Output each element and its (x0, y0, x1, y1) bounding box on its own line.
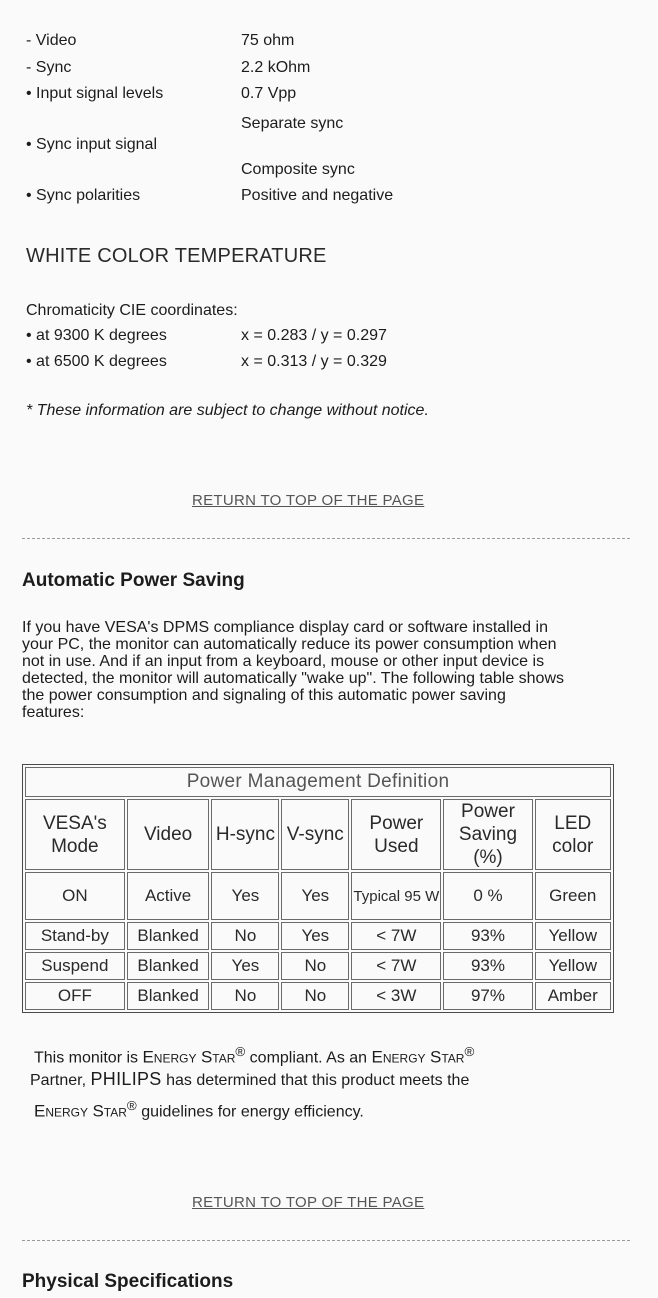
energy-line-2 (30, 1067, 614, 1093)
registered-mark: ® (126, 1098, 137, 1114)
table-cell: < 7W (351, 922, 441, 950)
table-cell: No (281, 952, 349, 980)
spec-value: 75 ohm (241, 32, 295, 49)
divider (22, 538, 630, 539)
energy-line-1 (34, 1039, 614, 1070)
spec-row-polarities (26, 187, 626, 209)
registered-mark: ® (464, 1044, 475, 1059)
spec-value: Separate sync (241, 115, 344, 132)
spec-row-sync (26, 59, 626, 81)
spec-label: - Video (26, 32, 77, 49)
power-management-table (22, 764, 614, 1013)
table-cell: Yes (281, 872, 349, 920)
spec-label: • Sync input signal (26, 136, 158, 153)
spec-label: • Input signal levels (26, 85, 164, 102)
table-cell: No (211, 922, 279, 950)
paragraph-line: your PC, the monitor can automatically reduce its power consumption when (22, 636, 557, 653)
table-cell: 93% (443, 952, 532, 980)
star-word: Star (92, 1101, 127, 1121)
chromaticity-intro: Chromaticity CIE coordinates: (26, 302, 238, 319)
spec-label: • Sync polarities (26, 187, 141, 204)
energy-text: guidelines for energy efficiency. (136, 1103, 364, 1121)
return-to-top-link[interactable]: RETURN TO TOP OF THE PAGE (192, 492, 425, 509)
divider (22, 1240, 630, 1241)
table-cell: Amber (535, 982, 611, 1010)
philips-brand: PHILIPS (90, 1069, 162, 1090)
section-heading-physical: Physical Specifications (22, 1271, 234, 1292)
energy-line-3 (34, 1093, 614, 1124)
spec-row-input-levels (26, 85, 626, 107)
table-row (25, 952, 611, 980)
table-cell: 97% (443, 982, 532, 1010)
table-cell: 93% (443, 922, 532, 950)
paragraph-line: not in use. And if an input from a keyboard, mouse or other input device is (22, 653, 545, 670)
spec-value: Positive and negative (241, 187, 394, 204)
table-cell: Blanked (127, 982, 210, 1010)
chromaticity-label: • at 9300 K degrees (26, 327, 167, 344)
header-cell: Power Saving (%) (443, 799, 532, 870)
table-cell: No (211, 982, 279, 1010)
table-cell: Blanked (127, 952, 210, 980)
chromaticity-label: • at 6500 K degrees (26, 353, 167, 370)
spec-label: - Sync (26, 59, 72, 76)
table-cell: Active (127, 872, 210, 920)
energy-text: has determined that this product meets the (161, 1072, 470, 1090)
paragraph-line: If you have VESA's DPMS compliance display card or software installed in (22, 619, 548, 636)
table-row (25, 872, 611, 920)
spec-value: 2.2 kOhm (241, 59, 311, 76)
star-word: Star (429, 1047, 465, 1067)
header-cell: VESA's Mode (25, 799, 125, 870)
header-cell: V-sync (281, 799, 349, 870)
energy-word: Energy (371, 1047, 426, 1067)
table-cell: < 3W (351, 982, 441, 1010)
paragraph-line: detected, the monitor will automatically "wake up". The following table shows (22, 670, 565, 687)
chromaticity-row-9300 (26, 327, 626, 349)
spec-row-separate-sync (26, 115, 626, 137)
spec-row-video (26, 32, 626, 54)
table-cell: Yes (281, 922, 349, 950)
table-cell: < 7W (351, 952, 441, 980)
spec-row-sync-input (26, 136, 626, 158)
section-heading-white-color: WHITE COLOR TEMPERATURE (26, 245, 327, 267)
spec-value: Composite sync (241, 161, 355, 178)
energy-star-statement (30, 1039, 614, 1125)
table-cell: Yes (211, 872, 279, 920)
energy-word: Energy (34, 1101, 89, 1121)
chromaticity-row-6500 (26, 353, 626, 375)
table-cell: Typical 95 W (351, 872, 441, 920)
table-cell: Green (535, 872, 611, 920)
energy-text: Partner, (30, 1072, 91, 1090)
table-cell: Yellow (535, 952, 611, 980)
header-cell: Video (127, 799, 210, 870)
table-cell: Yes (211, 952, 279, 980)
spec-value: 0.7 Vpp (241, 85, 297, 102)
table-cell: 0 % (443, 872, 532, 920)
paragraph-line: features: (22, 704, 85, 721)
energy-text: compliant. As an (245, 1049, 372, 1067)
table-cell: Suspend (25, 952, 125, 980)
table-cell: Blanked (127, 922, 210, 950)
registered-mark: ® (235, 1044, 246, 1059)
spec-row-composite-sync (26, 161, 626, 183)
paragraph-line: the power consumption and signaling of this automatic power saving (22, 687, 506, 704)
chromaticity-value: x = 0.313 / y = 0.329 (241, 353, 387, 370)
table-row (25, 922, 611, 950)
table-cell: No (281, 982, 349, 1010)
energy-word: Energy (142, 1047, 197, 1067)
table-caption: Power Management Definition (25, 767, 611, 797)
change-notice: * These information are subject to change without notice. (26, 402, 429, 419)
table-header-row (25, 799, 611, 870)
energy-text: This monitor is (34, 1049, 143, 1067)
star-word: Star (200, 1047, 236, 1067)
table-row (25, 982, 611, 1010)
section-heading-power-saving: Automatic Power Saving (22, 570, 245, 591)
chromaticity-value: x = 0.283 / y = 0.297 (241, 327, 387, 344)
table-cell: Stand-by (25, 922, 125, 950)
power-saving-paragraph (22, 619, 627, 721)
header-cell: H-sync (211, 799, 279, 870)
header-cell: Power Used (351, 799, 441, 870)
table-cell: OFF (25, 982, 125, 1010)
return-to-top-link[interactable]: RETURN TO TOP OF THE PAGE (192, 1194, 425, 1211)
table-cell: Yellow (535, 922, 611, 950)
header-cell: LED color (535, 799, 611, 870)
table-cell: ON (25, 872, 125, 920)
